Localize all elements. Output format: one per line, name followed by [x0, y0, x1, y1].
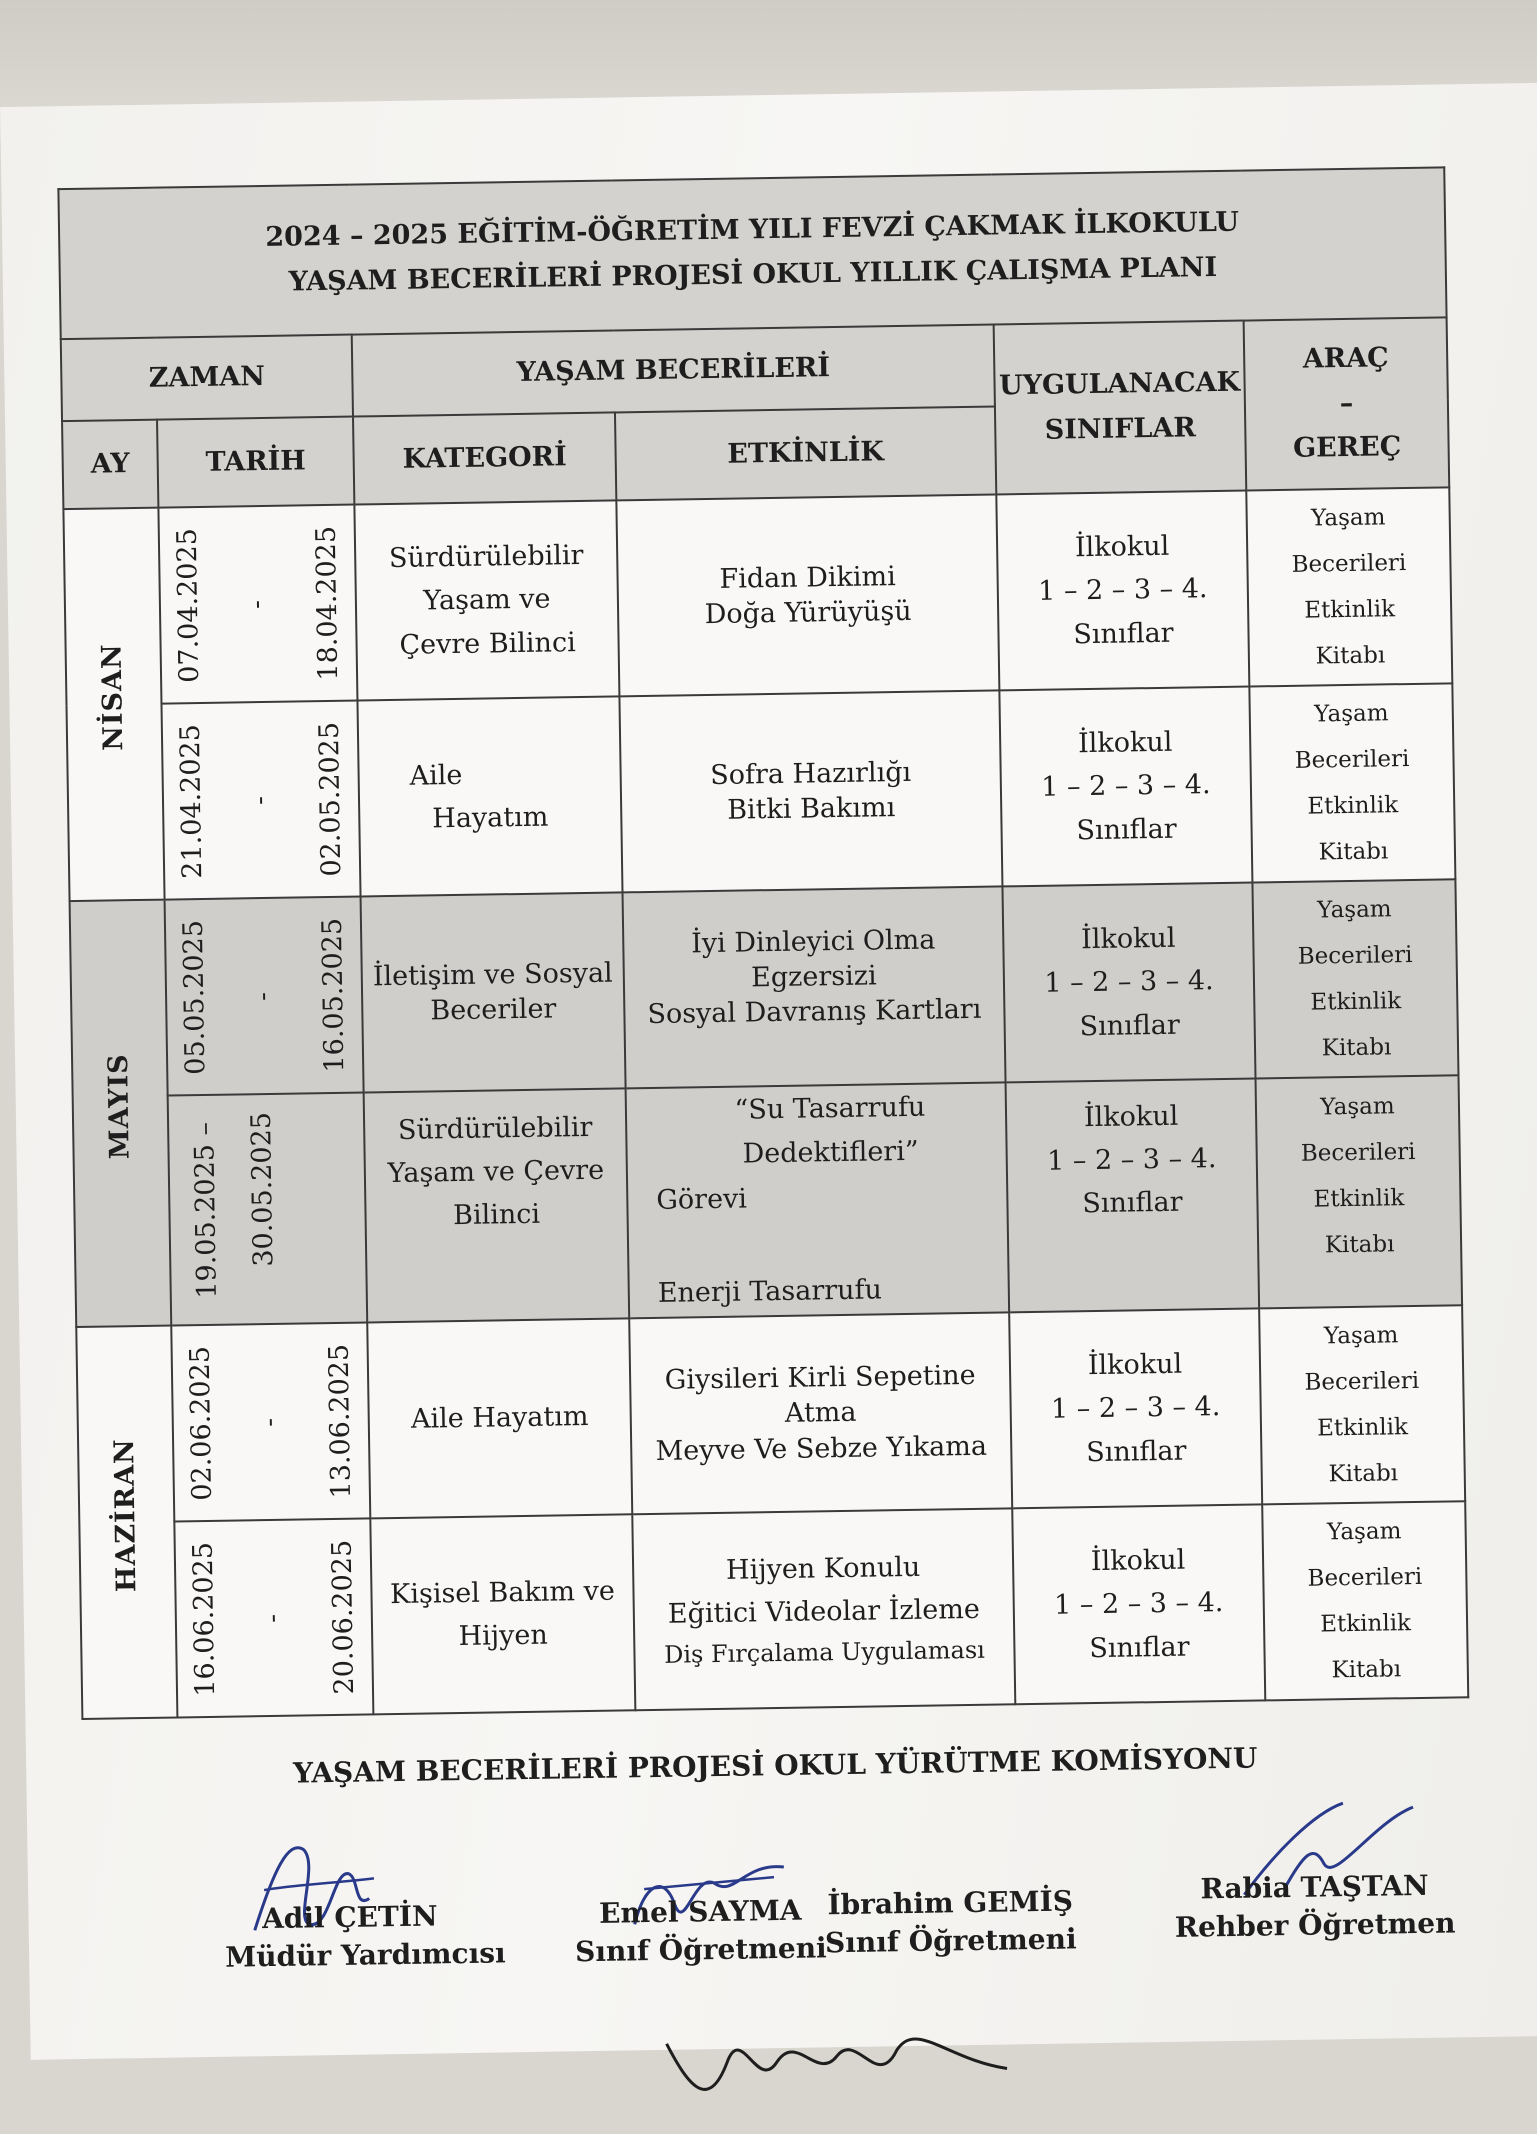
header-kategori: KATEGORİ	[353, 412, 616, 504]
header-arac-line3: GEREÇ	[1292, 431, 1402, 465]
siniflar-line: Sınıflar	[1082, 1187, 1183, 1220]
kategori-line: Kişisel Bakım ve	[389, 1575, 616, 1610]
month-label: NİSAN	[96, 643, 130, 752]
arac-cell	[1246, 487, 1452, 686]
date-range	[168, 1092, 368, 1325]
arac-line: Kitabı	[1318, 838, 1389, 866]
header-etkinlik: ETKİNLİK	[615, 406, 996, 500]
etkinlik-line: Doğa Yürüyüşü	[704, 595, 912, 631]
title-line-2: YAŞAM BECERİLERİ PROJESİ OKUL YILLIK ÇALIŞMA PLANI	[288, 251, 1218, 298]
table-row	[76, 1305, 1465, 1523]
arac-line: Kitabı	[1324, 1231, 1395, 1259]
date-end: 18.04.2025	[310, 525, 345, 681]
paper-sheet	[0, 83, 1537, 2060]
date-end: 16.05.2025	[316, 917, 351, 1073]
signature-block	[83, 1811, 1474, 2133]
siniflar-cell	[1002, 882, 1255, 1082]
kategori-line: Aile Hayatım	[410, 1400, 589, 1435]
commission-title: YAŞAM BECERİLERİ PROJESİ OKUL YÜRÜTME KOMİSYONU	[292, 1741, 1258, 1790]
kategori-line: Yaşam ve	[423, 583, 551, 617]
siniflar-line: 1 – 2 – 3 – 4.	[1053, 1587, 1224, 1622]
arac-line: Etkinlik	[1320, 1610, 1412, 1638]
signatory-2	[574, 1891, 827, 1971]
etkinlik-line: Meyve Ve Sebze Yıkama	[655, 1430, 988, 1467]
siniflar-line: Sınıflar	[1073, 617, 1174, 650]
arac-line: Kitabı	[1315, 642, 1386, 670]
etkinlik-cell	[619, 690, 1002, 892]
date-end: 02.05.2025	[313, 721, 348, 877]
kategori-line: Hijyen	[458, 1619, 549, 1653]
header-arac-gerec	[1244, 317, 1450, 490]
etkinlik-cell	[632, 1508, 1015, 1710]
month-label: HAZİRAN	[109, 1437, 143, 1593]
signatory-name: Adil ÇETİN	[261, 1899, 438, 1936]
signatory-name: Emel SAYMA	[598, 1893, 802, 1930]
date-separator: -	[241, 599, 273, 609]
table-row	[63, 487, 1452, 705]
siniflar-cell	[1012, 1504, 1265, 1704]
etkinlik-line: Diş Fırçalama Uygulaması	[663, 1635, 986, 1669]
date-separator: -	[248, 991, 279, 1001]
kategori-line: Bilinci	[452, 1199, 541, 1232]
signatory-3	[824, 1882, 1077, 1962]
siniflar-line: İlkokul	[1090, 1544, 1186, 1578]
etkinlik-line: Eğitici Videolar İzleme	[667, 1593, 981, 1630]
arac-cell	[1259, 1305, 1465, 1504]
arac-line: Etkinlik	[1307, 792, 1399, 820]
plan-document	[57, 166, 1473, 2133]
month-mayis	[70, 900, 172, 1327]
siniflar-line: Sınıflar	[1079, 1009, 1180, 1042]
arac-line: Becerileri	[1300, 1138, 1416, 1167]
etkinlik-line: İyi Dinleyici Olma Egzersizi	[691, 924, 936, 994]
date-start: 07.04.2025	[171, 527, 206, 683]
kategori-line: Hayatım	[432, 801, 549, 835]
header-uygulanacak-siniflar	[994, 321, 1247, 495]
kategori-line: Aile	[409, 759, 463, 792]
arac-cell	[1252, 879, 1458, 1078]
header-uygulanacak-line2: SINIFLAR	[1044, 412, 1197, 446]
header-uygulanacak-line1: UYGULANACAK	[998, 367, 1241, 402]
arac-cell	[1256, 1075, 1463, 1308]
header-zaman: ZAMAN	[61, 335, 353, 422]
arac-line: Yaşam	[1313, 700, 1389, 728]
siniflar-cell	[999, 687, 1252, 887]
kategori-line: Sürdürülebilir	[388, 540, 584, 575]
etkinlik-line: Fidan Dikimi	[719, 560, 896, 595]
date-range	[158, 505, 357, 704]
header-arac-line1: ARAÇ	[1302, 342, 1389, 375]
arac-line: Kitabı	[1321, 1034, 1392, 1062]
arac-line: Kitabı	[1328, 1460, 1399, 1488]
date-separator: -	[245, 795, 276, 805]
month-label: MAYIS	[103, 1052, 136, 1160]
document-title	[58, 167, 1446, 339]
etkinlik-line: “Su Tasarrufu Dedektifleri”	[734, 1091, 926, 1170]
signatory-role: Müdür Yardımcısı	[224, 1936, 506, 1974]
arac-line: Yaşam	[1326, 1518, 1402, 1546]
date-end: 13.06.2025	[323, 1343, 357, 1499]
date-range	[161, 701, 360, 900]
month-nisan	[63, 508, 164, 901]
signatory-role: Sınıf Öğretmeni	[824, 1922, 1077, 1960]
arac-line: Yaşam	[1310, 504, 1386, 532]
date-start: 19.05.2025 –	[189, 1121, 223, 1299]
arac-line: Yaşam	[1320, 1093, 1395, 1121]
etkinlik-cell	[626, 1082, 1010, 1318]
siniflar-line: İlkokul	[1077, 726, 1173, 760]
title-line-1: 2024 – 2025 EĞİTİM-ÖĞRETİM YILI FEVZİ ÇAKMAK İLKOKULU	[265, 207, 1240, 254]
month-haziran	[76, 1326, 177, 1719]
header-yasam-becerileri: YAŞAM BECERİLERİ	[352, 324, 995, 416]
kategori-cell	[361, 892, 626, 1092]
header-tarih: TARİH	[157, 417, 354, 508]
arac-line: Yaşam	[1316, 896, 1392, 924]
kategori-cell	[354, 500, 619, 700]
kategori-cell	[357, 696, 622, 896]
arac-line: Etkinlik	[1304, 596, 1396, 624]
date-start: 16.06.2025	[187, 1541, 222, 1697]
arac-cell	[1249, 683, 1455, 882]
table-row	[70, 879, 1459, 1097]
kategori-line: İletişim ve Sosyal	[372, 957, 613, 993]
kategori-cell	[367, 1318, 632, 1518]
siniflar-line: 1 – 2 – 3 – 4.	[1046, 1143, 1217, 1177]
etkinlik-line: Enerji Tasarrufu	[657, 1273, 883, 1309]
etkinlik-line: Bitki Bakımı	[726, 792, 896, 826]
arac-line: Etkinlik	[1310, 988, 1402, 1016]
siniflar-line: İlkokul	[1083, 1100, 1179, 1134]
date-range	[171, 1322, 370, 1521]
date-separator: -	[254, 1417, 285, 1427]
arac-line: Kitabı	[1331, 1656, 1402, 1684]
etkinlik-line: Giysileri Kirli Sepetine Atma	[664, 1360, 976, 1430]
arac-line: Etkinlik	[1313, 1185, 1405, 1213]
date-start: 05.05.2025	[177, 919, 212, 1075]
kategori-cell	[370, 1514, 635, 1714]
siniflar-line: Sınıflar	[1089, 1631, 1190, 1664]
plan-table	[57, 166, 1469, 1720]
signatory-name: Rabia TAŞTAN	[1200, 1868, 1429, 1906]
etkinlik-line: Hijyen Konulu	[725, 1551, 921, 1586]
arac-line: Yaşam	[1323, 1322, 1399, 1350]
date-range	[165, 897, 364, 1096]
signatory-name: İbrahim GEMİŞ	[827, 1884, 1074, 1922]
etkinlik-line: Sosyal Davranış Kartları	[647, 993, 982, 1031]
etkinlik-cell	[623, 886, 1006, 1088]
date-end: 30.05.2025	[246, 1111, 280, 1267]
date-start: 02.06.2025	[184, 1345, 219, 1501]
etkinlik-cell	[616, 494, 999, 696]
header-arac-line2: –	[1339, 387, 1354, 419]
date-range	[174, 1518, 373, 1717]
kategori-line: Beceriler	[430, 993, 557, 1027]
siniflar-line: 1 – 2 – 3 – 4.	[1050, 1391, 1221, 1426]
header-ay: AY	[62, 420, 158, 509]
arac-line: Becerileri	[1294, 746, 1410, 774]
siniflar-line: 1 – 2 – 3 – 4.	[1037, 573, 1208, 608]
arac-line: Etkinlik	[1316, 1414, 1409, 1442]
kategori-line: Çevre Bilinci	[399, 626, 576, 661]
kategori-line: Sürdürülebilir	[397, 1111, 593, 1146]
signatory-4	[1174, 1866, 1456, 1946]
signature-scribble-4	[646, 1998, 1028, 2124]
table-row	[79, 1501, 1468, 1719]
kategori-line: Yaşam ve Çevre	[387, 1154, 605, 1190]
siniflar-cell	[1009, 1308, 1262, 1508]
siniflar-cell	[996, 491, 1249, 691]
table-row	[73, 1075, 1463, 1327]
siniflar-line: Sınıflar	[1076, 813, 1177, 846]
siniflar-line: 1 – 2 – 3 – 4.	[1044, 965, 1214, 1000]
signatory-role: Sınıf Öğretmeni	[574, 1931, 827, 1969]
kategori-cell	[364, 1088, 630, 1322]
siniflar-line: İlkokul	[1087, 1348, 1183, 1382]
arac-line: Becerileri	[1297, 941, 1413, 970]
arac-line: Becerileri	[1291, 550, 1407, 578]
etkinlik-line: Görevi	[656, 1183, 748, 1216]
etkinlik-cell	[629, 1312, 1012, 1514]
siniflar-line: İlkokul	[1074, 530, 1170, 564]
arac-line: Becerileri	[1307, 1563, 1423, 1592]
siniflar-cell	[1006, 1078, 1260, 1312]
date-start: 21.04.2025	[174, 723, 209, 879]
signatory-role: Rehber Öğretmen	[1174, 1906, 1456, 1944]
date-end: 20.06.2025	[326, 1539, 360, 1695]
arac-cell	[1262, 1501, 1468, 1700]
etkinlik-line: Sofra Hazırlığı	[709, 756, 912, 791]
signatory-1	[194, 1896, 506, 1976]
siniflar-line: İlkokul	[1080, 922, 1176, 956]
siniflar-line: 1 – 2 – 3 – 4.	[1041, 769, 1211, 804]
arac-line: Becerileri	[1304, 1367, 1420, 1396]
table-row	[66, 683, 1455, 901]
date-separator: -	[257, 1613, 289, 1623]
siniflar-line: Sınıflar	[1086, 1435, 1187, 1468]
